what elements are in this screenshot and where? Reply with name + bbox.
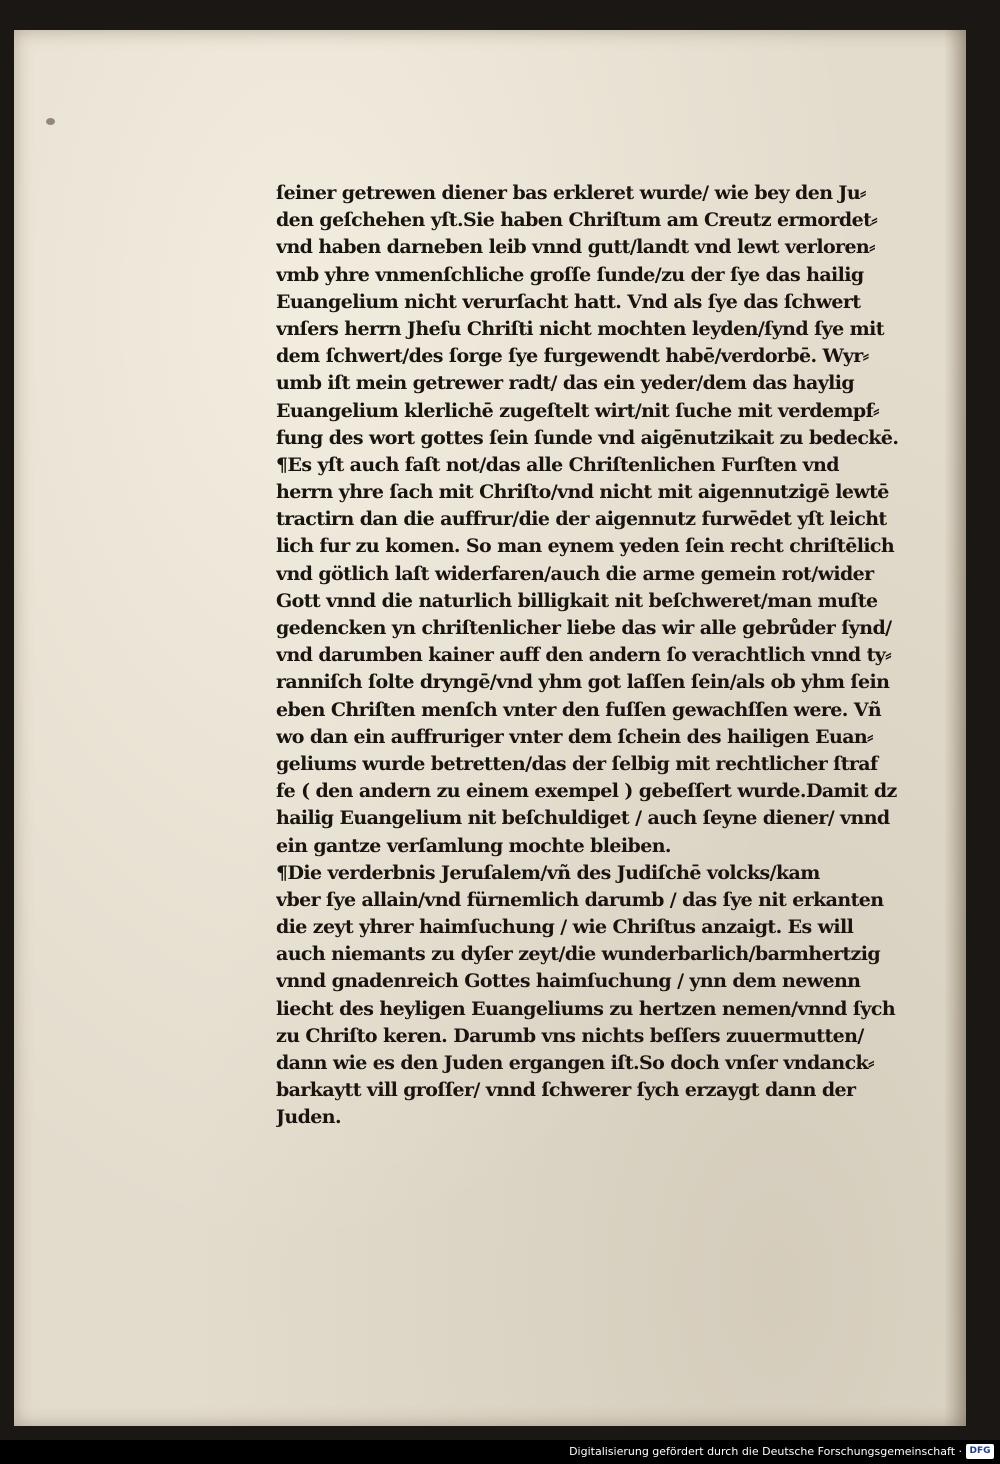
footer-bar — [0, 1440, 1000, 1464]
dfg-logo-icon: DFG — [966, 1444, 994, 1459]
text-line: ranniſch ſolte dryngē/vnd yhm got laſſen ſein/als ob yhm ſein — [276, 671, 890, 694]
text-line: herrn yhre ſach mit Chriſto/vnd nicht mit aigennutzigē lewtē — [276, 481, 889, 504]
text-line: fe ( den andern zu einem exempel ) gebeſſert wurde.Damit dz — [276, 780, 897, 803]
page-text — [276, 180, 966, 1132]
text-line: zu Chriſto keren. Darumb vns nichts beſſers zuuermutten/ — [276, 1024, 864, 1047]
text-line: Juden. — [276, 1106, 342, 1129]
text-line: fung des wort gottes ſein ſunde vnd aigēnutzikait zu bedeckē. — [276, 426, 899, 449]
text-line: vber ſye allain/vnd fürnemlich darumb / das ſye nit erkanten — [276, 888, 884, 911]
text-line: umb iſt mein getrewer radt/ das ein yeder/dem das haylig — [276, 372, 855, 395]
text-line: eben Chriſten menſch vnter den fuſſen gewachſſen were. Vñ — [276, 698, 882, 721]
text-line: ſeiner getrewen diener bas erkleret wurde/ wie bey den Ju⸗ — [276, 182, 866, 204]
text-line: ¶Die verderbnis Jeruſalem/vñ des Judiſchē volcks/kam — [276, 861, 820, 884]
text-line: dem ſchwert/des ſorge ſye furgewendt habē/verdorbē. Wyr⸗ — [276, 345, 869, 368]
text-line: vnſers herrn Jheſu Chriſti nicht mochten leyden/ſynd ſye mit — [276, 317, 884, 340]
text-line: den geſchehen yſt.Sie haben Chriſtum am Creutz ermordet⸗ — [276, 209, 877, 232]
text-line: Gott vnnd die naturlich billigkait nit beſchweret/man muſte — [276, 589, 878, 612]
text-line: hailig Euangelium nit beſchuldiget / auch ſeyne diener/ vnnd — [276, 807, 890, 830]
text-line: die zeyt yhrer haimſuchung / wie Chriſtus anzaigt. Es will — [276, 916, 854, 939]
text-line: ein gantze verſamlung mochte bleiben. — [276, 834, 671, 857]
text-line: auch niemants zu dyſer zeyt/die wunderbarlich/barmhertzig — [276, 943, 881, 966]
text-line: dann wie es den Juden ergangen iſt.So doch vnſer vndanck⸗ — [276, 1052, 874, 1074]
text-line: liecht des heyligen Euangeliums zu hertzen nemen/vnnd ſych — [276, 997, 896, 1020]
text-line: gedencken yn chriſtenlicher liebe das wir alle gebrůder ſynd/ — [276, 617, 892, 639]
text-line: geliums wurde betretten/das der ſelbig mit rechtlicher ſtraf — [276, 752, 878, 775]
text-line: wo dan ein auffruriger vnter dem ſchein des hailigen Euan⸗ — [276, 725, 873, 748]
ink-spot — [46, 118, 55, 125]
text-line: lich fur zu komen. So man eynem yeden ſein recht chriſtēlich — [276, 535, 895, 558]
text-line: vnd haben darneben leib vnnd gutt/landt vnd lewt verloren⸗ — [276, 236, 875, 259]
text-line: barkaytt vill groſſer/ vnnd ſchwerer ſych erzaygt dann der — [276, 1079, 856, 1102]
text-line: ¶Es yſt auch faſt not/das alle Chriſtenlichen Furſten vnd — [276, 453, 839, 476]
text-line: Euangelium klerlichē zugeſtelt wirt/nit ſuche mit verdempf⸗ — [276, 399, 879, 422]
text-line: vmb yhre vnmenſchliche groſſe ſunde/zu der ſye das hailig — [276, 263, 864, 286]
text-line: Euangelium nicht verurſacht hatt. Vnd als ſye das ſchwert — [276, 290, 861, 313]
funding-notice: Digitalisierung gefördert durch die Deutsche Forschungsgemeinschaft · — [569, 1445, 962, 1458]
text-line: vnnd gnadenreich Gottes haimſuchung / ynn dem newenn — [276, 970, 861, 993]
text-line: vnd götlich laſt widerfaren/auch die arme gemein rot/wider — [276, 562, 874, 585]
text-line: vnd darumben kainer auff den andern ſo verachtlich vnnd ty⸗ — [276, 644, 891, 667]
text-line: tractirn dan die auffrur/die der aigennutz furwēdet yſt leicht — [276, 508, 887, 531]
book-page — [14, 30, 966, 1426]
